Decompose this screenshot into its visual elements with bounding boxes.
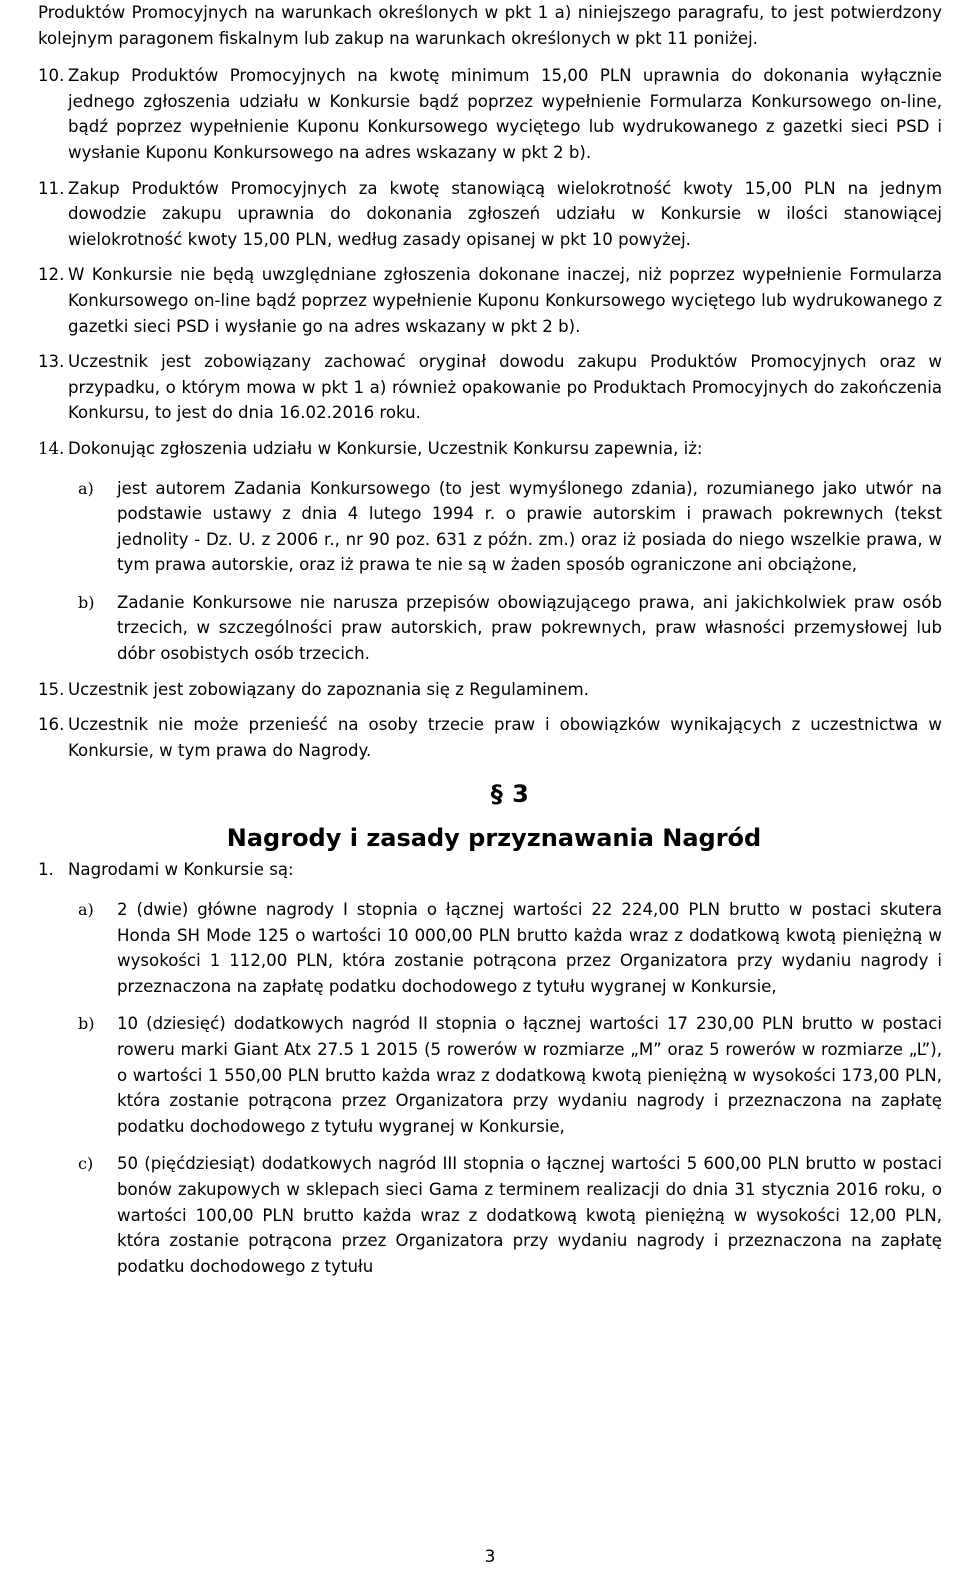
list-item-10 (38, 63, 942, 165)
list-item-number: 10. (38, 66, 65, 86)
sub-item-text: 50 (pięćdziesiąt) dodatkowych nagród III stopnia o łącznej wartości 5 600,00 PLN brutto w postaci bonów zakupowych w sklepach sieci Gama z terminem realizacji do dnia 31 stycznia 2016 roku, o wartości 100,00 PLN brutto każda wraz z dodatkową kwotą pieniężną w wysokości 12,00 PLN, która zostanie potrącona przez Organizatora przy wydaniu nagrody i przeznaczona na zapłatę podatku dochodowego z tytułu (117, 1154, 942, 1276)
prize-item-b (38, 1011, 942, 1139)
list-item-text: Dokonując zgłoszenia udziału w Konkursie, Uczestnik Konkursu zapewnia, iż: (68, 438, 703, 458)
list-item-text: W Konkursie nie będą uwzględniane zgłoszenia dokonane inaczej, niż poprzez wypełnienie Formularza Konkursowego on-line bądź poprzez wypełnienie Kuponu Konkursowego wyciętego lub wydrukowanego z gazetki sieci PSD i wysłanie go na adres wskazany w pkt 2 b). (68, 265, 942, 336)
sub-item-14a (38, 476, 942, 578)
prize-item-c (38, 1151, 942, 1279)
list-item-15 (38, 677, 942, 703)
list-item-16 (38, 712, 942, 763)
sub-item-text: 2 (dwie) główne nagrody I stopnia o łącznej wartości 22 224,00 PLN brutto w postaci skutera Honda SH Mode 125 o wartości 10 000,00 PLN brutto każda wraz z dodatkową kwotą pieniężną w wysokości 1 112,00 PLN, która zostanie potrącona przez Organizatora przy wydaniu nagrody i przeznaczona na zapłatę podatku dochodowego z tytułu wygranej w Konkursie, (117, 900, 942, 996)
document-page (38, 0, 942, 1567)
sub-item-label: a) (78, 900, 94, 920)
list-item-11 (38, 176, 942, 253)
list-item-text: Zakup Produktów Promocyjnych na kwotę minimum 15,00 PLN uprawnia do dokonania wyłącznie jednego zgłoszenia udziału w Konkursie bądź poprzez wypełnienie Formularza Konkursowego on-line, bądź poprzez wypełnienie Kuponu Konkursowego wyciętego lub wydrukowanego z gazetki sieci PSD i wysłanie Kuponu Konkursowego na adres wskazany w pkt 2 b). (68, 66, 942, 162)
section-title: Nagrody i zasady przyznawania Nagród (226, 824, 762, 853)
list-item-number: 13. (38, 352, 65, 372)
list-item-text: Uczestnik jest zobowiązany do zapoznania się z Regulaminem. (68, 679, 589, 699)
list-item-number: 11. (38, 178, 65, 198)
page-number: 3 (484, 1547, 496, 1567)
list-item-number: 16. (38, 715, 65, 735)
list-item-number: 15. (38, 679, 65, 699)
intro-paragraph (38, 0, 942, 51)
prize-item-a (38, 897, 942, 999)
list-item-text: Uczestnik jest zobowiązany zachować oryginał dowodu zakupu Produktów Promocyjnych oraz w przypadku, o którym mowa w pkt 1 a) również opakowanie po Produktach Promocyjnych do zakończenia Konkursu, to jest do dnia 16.02.2016 roku. (68, 352, 942, 423)
list-item-13 (38, 349, 942, 426)
list-item-14 (38, 436, 942, 462)
list-item-text: Uczestnik nie może przenieść na osoby trzecie praw i obowiązków wynikających z uczestnictwa w Konkursie, w tym prawa do Nagrody. (68, 715, 942, 760)
sub-item-label: c) (78, 1154, 94, 1174)
prizes-intro (38, 857, 942, 883)
sub-item-14b (38, 590, 942, 667)
sub-item-label: b) (78, 1014, 95, 1034)
sub-item-label: a) (78, 478, 94, 498)
list-item-12 (38, 262, 942, 339)
intro-text: Produktów Promocyjnych na warunkach określonych w pkt 1 a) niniejszego paragrafu, to jest potwierdzony kolejnym paragonem fiskalnym lub zakup na warunkach określonych w pkt 11 poniżej. (38, 3, 942, 48)
sub-item-text: jest autorem Zadania Konkursowego (to jest wymyślonego zdania), rozumianego jako utwór na podstawie ustawy z dnia 4 lutego 1994 r. o prawie autorskim i prawach pokrewnych (tekst jednolity - Dz. U. z 2006 r., nr 90 poz. 631 z późn. zm.) oraz iż posiada do niego wszelkie prawa, w tym prawa autorskie, oraz iż prawa te nie są w żaden sposób ograniczone ani obciążone, (117, 478, 942, 575)
section-mark: § 3 (490, 780, 530, 809)
list-item-number: 1. (38, 860, 54, 880)
sub-item-label: b) (78, 592, 95, 612)
list-item-text: Nagrodami w Konkursie są: (68, 860, 294, 880)
list-item-number: 12. (38, 265, 65, 285)
sub-item-text: 10 (dziesięć) dodatkowych nagród II stopnia o łącznej wartości 17 230,00 PLN brutto w postaci roweru marki Giant Atx 27.5 1 2015 (5 rowerów w rozmiarze „M” oraz 5 rowerów w rozmiarze „L”), o wartości 1 550,00 PLN brutto każda wraz z dodatkową kwotą pieniężną w wysokości 173,00 PLN, która zostanie potrącona przez Organizatora przy wydaniu nagrody i przeznaczona na zapłatę podatku dochodowego z tytułu wygranej w Konkursie, (117, 1014, 942, 1136)
sub-item-text: Zadanie Konkursowe nie narusza przepisów obowiązującego prawa, ani jakichkolwiek praw osób trzecich, w szczególności praw autorskich, praw pokrewnych, praw własności przemysłowej lub dóbr osobistych osób trzecich. (117, 592, 942, 664)
list-item-text: Zakup Produktów Promocyjnych za kwotę stanowiącą wielokrotność kwoty 15,00 PLN na jednym dowodzie zakupu uprawnia do dokonania zgłoszeń udziału w Konkursie w ilości stanowiącej wielokrotność kwoty 15,00 PLN, według zasady opisanej w pkt 10 powyżej. (68, 178, 942, 249)
list-item-number: 14. (38, 438, 65, 458)
